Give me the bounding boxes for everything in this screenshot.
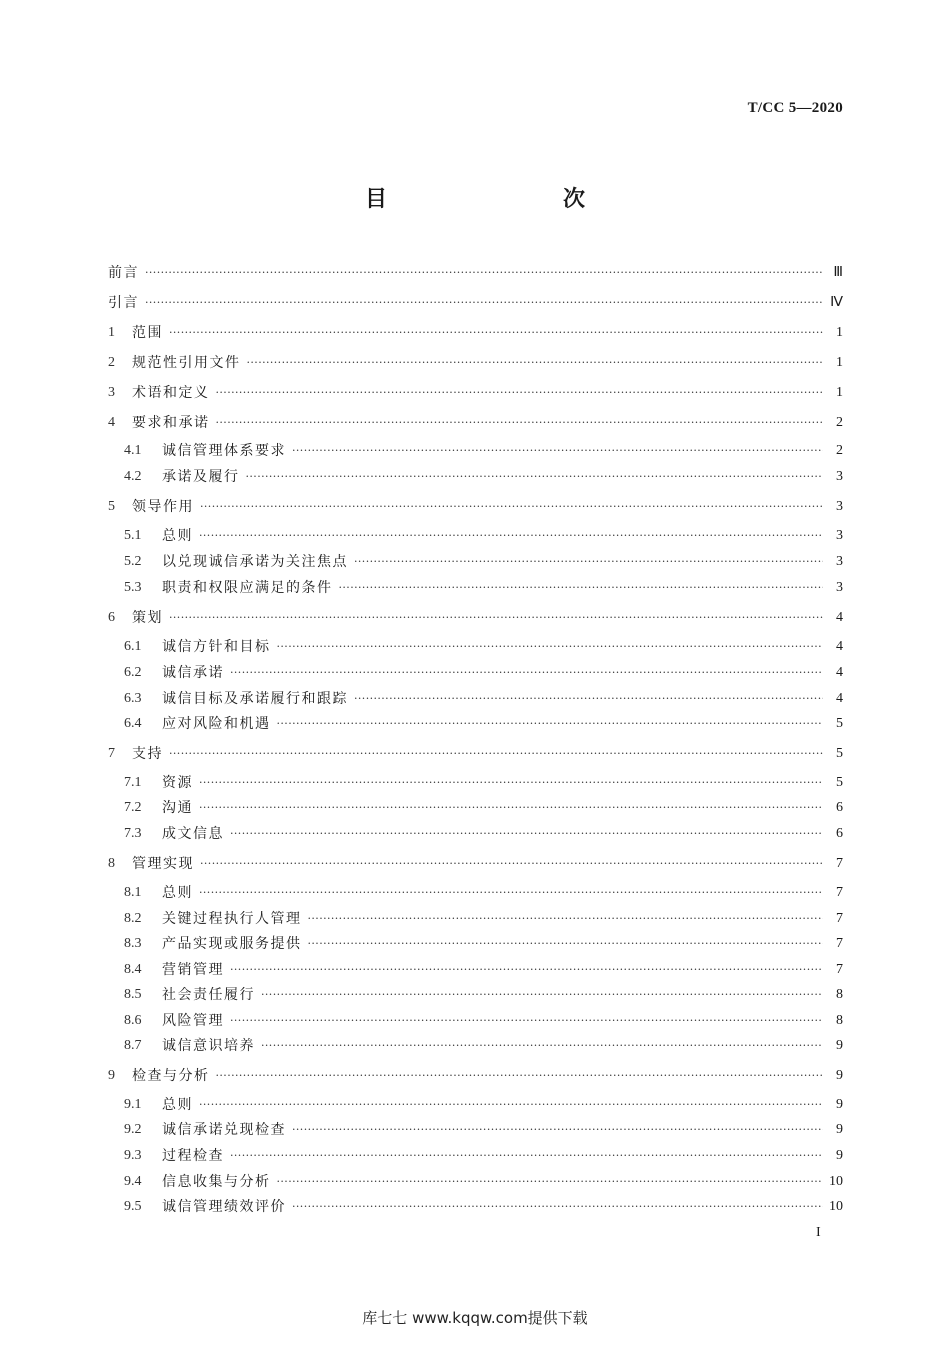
toc-entry[interactable] xyxy=(108,412,843,434)
toc-entry[interactable] xyxy=(124,1145,843,1167)
toc-entry-title: 术语和定义 xyxy=(132,385,210,401)
toc-entry-title: 关键过程执行人管理 xyxy=(162,911,302,927)
toc-entry-title: 诚信目标及承诺履行和跟踪 xyxy=(162,691,348,707)
toc-entry-title: 总则 xyxy=(162,1097,193,1113)
toc-leader-dots xyxy=(230,823,823,845)
toc-leader-dots xyxy=(199,772,823,794)
toc-entry-page: 1 xyxy=(836,385,843,400)
toc-entry-number: 7 xyxy=(108,746,115,761)
toc-leader-dots xyxy=(230,1145,823,1167)
toc-entry-title: 诚信承诺兑现检查 xyxy=(162,1122,286,1138)
toc-entry[interactable] xyxy=(124,551,843,573)
toc-entry[interactable] xyxy=(124,577,843,599)
toc-entry-title: 总则 xyxy=(162,885,193,901)
toc-entry-number: 9.3 xyxy=(124,1148,142,1163)
toc-entry-number: 8 xyxy=(108,856,115,871)
toc-entry[interactable] xyxy=(124,882,843,904)
toc-entry-number: 5 xyxy=(108,499,115,514)
toc-entry-number: 1 xyxy=(108,325,115,340)
toc-entry-title: 职责和权限应满足的条件 xyxy=(162,580,333,596)
toc-entry-page: 5 xyxy=(836,775,843,790)
toc-entry[interactable] xyxy=(124,688,843,710)
toc-entry-page: 5 xyxy=(836,716,843,731)
toc-entry-page: 3 xyxy=(836,499,843,514)
toc-leader-dots xyxy=(292,440,823,462)
toc-entry[interactable] xyxy=(108,607,843,629)
toc-entry-number: 9.1 xyxy=(124,1097,142,1112)
toc-entry-page: 6 xyxy=(836,800,843,815)
toc-entry-page: 3 xyxy=(836,554,843,569)
toc-leader-dots xyxy=(199,1094,823,1116)
toc-entry-page: 2 xyxy=(836,415,843,430)
toc-leader-dots xyxy=(277,636,824,658)
toc-entry-number: 7.2 xyxy=(124,800,142,815)
toc-entry-title: 策划 xyxy=(132,610,163,626)
toc-entry[interactable] xyxy=(108,292,843,314)
toc-entry-title: 前言 xyxy=(108,265,139,281)
toc-leader-dots xyxy=(216,412,824,434)
toc-leader-dots xyxy=(292,1196,823,1218)
toc-entry-page: 10 xyxy=(829,1199,843,1214)
toc-entry[interactable] xyxy=(124,1010,843,1032)
toc-entry-page: 7 xyxy=(836,885,843,900)
toc-entry-title: 以兑现诚信承诺为关注焦点 xyxy=(162,554,348,570)
toc-leader-dots xyxy=(169,743,823,765)
toc-entry[interactable] xyxy=(108,853,843,875)
toc-entry-title: 要求和承诺 xyxy=(132,415,210,431)
toc-entry-title: 领导作用 xyxy=(132,499,194,515)
toc-entry-page: Ⅳ xyxy=(830,295,843,310)
document-code: T/CC 5—2020 xyxy=(747,100,843,116)
toc-leader-dots xyxy=(261,984,823,1006)
toc-entry-page: 5 xyxy=(836,746,843,761)
toc-entry[interactable] xyxy=(108,496,843,518)
toc-entry-page: 10 xyxy=(829,1174,843,1189)
toc-leader-dots xyxy=(216,1065,824,1087)
toc-entry-number: 5.2 xyxy=(124,554,142,569)
toc-entry-page: 4 xyxy=(836,610,843,625)
toc-entry-title: 支持 xyxy=(132,746,163,762)
toc-entry-title: 总则 xyxy=(162,528,193,544)
toc-entry-title: 社会责任履行 xyxy=(162,987,255,1003)
toc-entry-title: 诚信承诺 xyxy=(162,665,224,681)
toc-entry[interactable] xyxy=(124,1094,843,1116)
toc-entry-title: 风险管理 xyxy=(162,1013,224,1029)
toc-entry-title: 过程检查 xyxy=(162,1148,224,1164)
toc-entry[interactable] xyxy=(124,959,843,981)
toc-entry-page: 9 xyxy=(836,1097,843,1112)
toc-entry-title: 管理实现 xyxy=(132,856,194,872)
toc-entry-page: Ⅲ xyxy=(833,265,843,280)
toc-entry-page: 4 xyxy=(836,665,843,680)
toc-entry[interactable] xyxy=(108,382,843,404)
toc-entry-title: 规范性引用文件 xyxy=(132,355,241,371)
toc-entry[interactable] xyxy=(124,662,843,684)
toc-entry-number: 4 xyxy=(108,415,115,430)
toc-entry-page: 4 xyxy=(836,639,843,654)
toc-entry-title: 信息收集与分析 xyxy=(162,1174,271,1190)
toc-entry[interactable] xyxy=(124,525,843,547)
toc-entry-title: 诚信方针和目标 xyxy=(162,639,271,655)
toc-entry-page: 8 xyxy=(836,987,843,1002)
toc-entry-page: 7 xyxy=(836,962,843,977)
toc-entry-title: 承诺及履行 xyxy=(162,469,240,485)
toc-entry[interactable] xyxy=(108,352,843,374)
toc-leader-dots xyxy=(216,382,824,404)
toc-leader-dots xyxy=(247,352,824,374)
toc-entry-number: 2 xyxy=(108,355,115,370)
toc-leader-dots xyxy=(246,466,824,488)
toc-entry-number: 8.2 xyxy=(124,911,142,926)
toc-entry-title: 诚信管理体系要求 xyxy=(162,443,286,459)
toc-leader-dots xyxy=(354,688,823,710)
toc-entry[interactable] xyxy=(108,1065,843,1087)
toc-leader-dots xyxy=(339,577,824,599)
toc-entry-number: 8.5 xyxy=(124,987,142,1002)
toc-entry[interactable] xyxy=(108,262,843,284)
toc-entry-title: 诚信管理绩效评价 xyxy=(162,1199,286,1215)
toc-entry-page: 3 xyxy=(836,469,843,484)
toc-entry-page: 6 xyxy=(836,826,843,841)
page-title: 目 次 xyxy=(364,187,629,212)
toc-entry-page: 9 xyxy=(836,1068,843,1083)
toc-entry[interactable] xyxy=(124,772,843,794)
toc-entry[interactable] xyxy=(124,636,843,658)
toc-entry-number: 6.2 xyxy=(124,665,142,680)
toc-entry-page: 7 xyxy=(836,936,843,951)
toc-leader-dots xyxy=(277,1171,824,1193)
toc-entry[interactable] xyxy=(124,908,843,930)
toc-entry[interactable] xyxy=(108,322,843,344)
toc-leader-dots xyxy=(169,322,823,344)
toc-entry[interactable] xyxy=(108,743,843,765)
toc-entry-page: 9 xyxy=(836,1038,843,1053)
toc-entry-number: 9.4 xyxy=(124,1174,142,1189)
toc-entry-number: 6 xyxy=(108,610,115,625)
toc-entry-number: 9.2 xyxy=(124,1122,142,1137)
toc-entry[interactable] xyxy=(124,440,843,462)
toc-leader-dots xyxy=(261,1035,823,1057)
toc-entry-number: 3 xyxy=(108,385,115,400)
toc-entry-number: 6.4 xyxy=(124,716,142,731)
toc-leader-dots xyxy=(199,882,823,904)
toc-entry-number: 8.6 xyxy=(124,1013,142,1028)
toc-entry-page: 7 xyxy=(836,856,843,871)
toc-entry[interactable] xyxy=(124,1196,843,1218)
toc-entry-page: 7 xyxy=(836,911,843,926)
toc-leader-dots xyxy=(308,908,824,930)
toc-leader-dots xyxy=(292,1119,823,1141)
toc-entry-page: 1 xyxy=(836,355,843,370)
toc-leader-dots xyxy=(145,262,823,284)
toc-entry[interactable] xyxy=(124,984,843,1006)
toc-entry[interactable] xyxy=(124,466,843,488)
toc-entry[interactable] xyxy=(124,1119,843,1141)
toc-entry[interactable] xyxy=(124,933,843,955)
toc-entry-title: 范围 xyxy=(132,325,163,341)
download-footer: 库七七 www.kqqw.com提供下载 xyxy=(362,1309,588,1327)
toc-entry[interactable] xyxy=(124,1035,843,1057)
toc-entry-number: 8.4 xyxy=(124,962,142,977)
toc-leader-dots xyxy=(230,1010,823,1032)
toc-entry[interactable] xyxy=(124,1171,843,1193)
toc-entry-number: 8.3 xyxy=(124,936,142,951)
toc-leader-dots xyxy=(200,496,823,518)
toc-entry-number: 4.2 xyxy=(124,469,142,484)
toc-entry[interactable] xyxy=(124,797,843,819)
toc-leader-dots xyxy=(169,607,823,629)
toc-leader-dots xyxy=(199,797,823,819)
toc-entry-number: 7.1 xyxy=(124,775,142,790)
toc-leader-dots xyxy=(277,713,824,735)
toc-leader-dots xyxy=(308,933,824,955)
toc-entry-page: 9 xyxy=(836,1148,843,1163)
toc-entry-page: 3 xyxy=(836,528,843,543)
toc-entry-number: 6.3 xyxy=(124,691,142,706)
page-number: I xyxy=(816,1225,821,1240)
toc-entry-page: 8 xyxy=(836,1013,843,1028)
toc-entry-number: 9.5 xyxy=(124,1199,142,1214)
toc-entry-page: 1 xyxy=(836,325,843,340)
toc-leader-dots xyxy=(145,292,823,314)
toc-entry-number: 5.3 xyxy=(124,580,142,595)
toc-entry-title: 诚信意识培养 xyxy=(162,1038,255,1054)
toc-entry-page: 3 xyxy=(836,580,843,595)
toc-entry-number: 4.1 xyxy=(124,443,142,458)
toc-entry-title: 引言 xyxy=(108,295,139,311)
toc-leader-dots xyxy=(199,525,823,547)
toc-entry-number: 9 xyxy=(108,1068,115,1083)
toc-entry-page: 4 xyxy=(836,691,843,706)
toc-leader-dots xyxy=(230,662,823,684)
toc-leader-dots xyxy=(230,959,823,981)
toc-entry-number: 7.3 xyxy=(124,826,142,841)
toc-entry-page: 9 xyxy=(836,1122,843,1137)
toc-entry-title: 营销管理 xyxy=(162,962,224,978)
toc-entry-number: 8.1 xyxy=(124,885,142,900)
toc-entry-number: 8.7 xyxy=(124,1038,142,1053)
toc-entry[interactable] xyxy=(124,823,843,845)
toc-entry-title: 沟通 xyxy=(162,800,193,816)
toc-entry-title: 资源 xyxy=(162,775,193,791)
toc-leader-dots xyxy=(200,853,823,875)
toc-entry-title: 检查与分析 xyxy=(132,1068,210,1084)
toc-entry-title: 成文信息 xyxy=(162,826,224,842)
toc-entry-page: 2 xyxy=(836,443,843,458)
toc-entry-title: 应对风险和机遇 xyxy=(162,716,271,732)
toc-entry[interactable] xyxy=(124,713,843,735)
toc-leader-dots xyxy=(354,551,823,573)
toc-entry-number: 6.1 xyxy=(124,639,142,654)
toc-entry-title: 产品实现或服务提供 xyxy=(162,936,302,952)
toc-entry-number: 5.1 xyxy=(124,528,142,543)
